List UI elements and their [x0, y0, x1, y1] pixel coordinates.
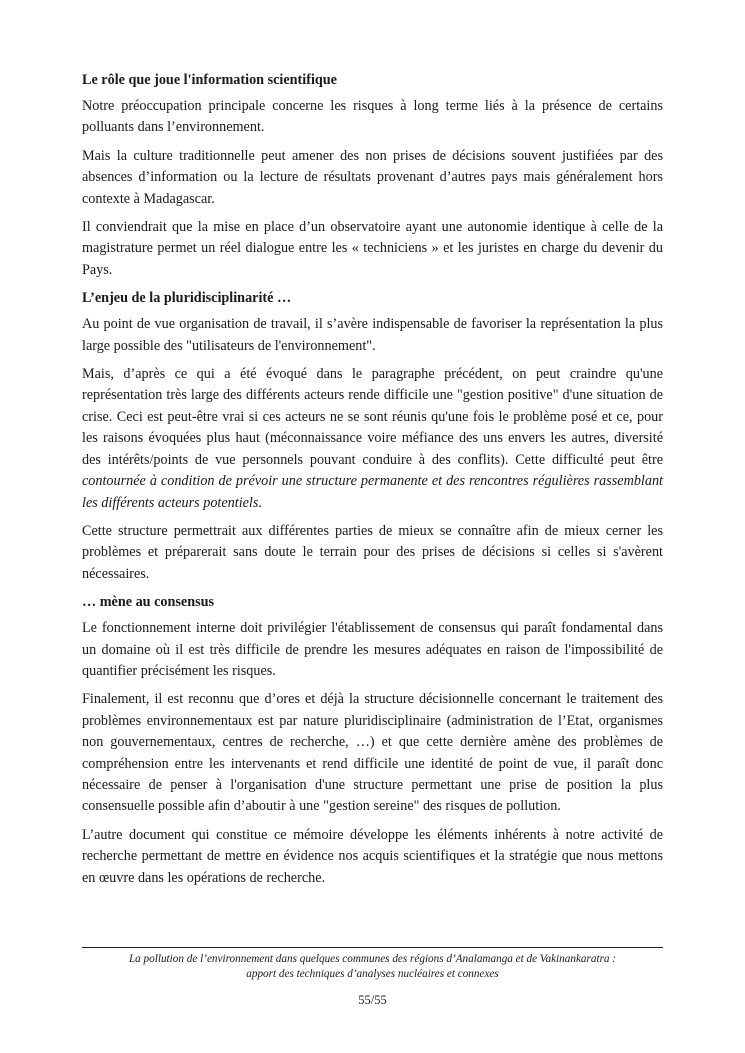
- paragraph: Finalement, il est reconnu que d’ores et déjà la structure décisionnelle concernant le traitement des problèmes environnementaux est par nature pluridisciplinaire (administration de l’Etat, organismes non gouvernementaux, centres de recherche, …) et que cette dernière amène des problèmes de compréhension entre les intervenants et rend difficile une identité de point de vue, il paraît donc nécessaire de penser à l'organisation d'une structure permettant une prise de position la plus consensuelle possible afin d’aboutir à une "gestion sereine" des risques de pollution.: [82, 691, 663, 815]
- paragraph-text: Mais, d’après ce qui a été évoqué dans le paragraphe précédent, on peut craindre qu'une représentation très large des différents acteurs rende difficile une "gestion positive" d'une situation de crise. Ceci est peut-être vrai si ces acteurs ne se sont réunis qu'une fois le problème posé et ce, pour les raisons évoquées plus haut (méconnaissance voire méfiance des uns envers les autres, diversité des intérêts/points de vue personnels pouvant conduire à des conflits). Cette difficulté peut être: [82, 366, 663, 468]
- paragraph-end: .: [258, 494, 262, 511]
- section-heading-enjeu: L’enjeu de la pluridisciplinarité …: [82, 290, 292, 307]
- paragraph: Le fonctionnement interne doit privilégier l'établissement de consensus qui paraît fondamental dans un domaine où il est très difficile de prendre les mesures adéquates en raison de l'impossibilité de quantifier précisément les risques.: [82, 620, 663, 679]
- page-number: 55/55: [358, 993, 387, 1007]
- emphasized-text: contournée à condition de prévoir une structure permanente et des rencontres régulières rassemblant les différents acteurs potentiels: [82, 473, 663, 511]
- paragraph: Cette structure permettrait aux différentes parties de mieux se connaître afin de mieux cerner les problèmes et préparerait sans doute le terrain pour des prises de décisions si celles si s'avèrent nécessaires.: [82, 522, 663, 582]
- paragraph: Notre préoccupation principale concerne les risques à long terme liés à la présence de certains polluants dans l’environnement.: [82, 98, 663, 136]
- paragraph: Au point de vue organisation de travail, il s’avère indispensable de favoriser la représentation la plus large possible des "utilisateurs de l'environnement".: [82, 316, 663, 354]
- paragraph: L’autre document qui constitue ce mémoire développe les éléments inhérents à notre activité de recherche permettant de mettre en évidence nos acquis scientifiques et la stratégie que nous mettons en œuvre dans les opérations de recherche.: [82, 826, 663, 886]
- footer-title-line-1: La pollution de l’environnement dans quelques communes des régions d’Analamanga et de Vakinankaratra :: [128, 953, 617, 965]
- paragraph: Il conviendrait que la mise en place d’un observatoire ayant une autonomie identique à celle de la magistrature permet un réel dialogue entre les « techniciens » et les juristes en charge du devenir du Pays.: [82, 219, 663, 278]
- section-heading-consensus: … mène au consensus: [82, 594, 215, 611]
- page-footer: [82, 947, 663, 981]
- footer-title-line-2: apport des techniques d’analyses nucléaires et connexes: [246, 967, 499, 980]
- document-body: [82, 70, 663, 896]
- section-heading-role: Le rôle que joue l'information scientifique: [82, 72, 337, 88]
- paragraph-with-emphasis: [82, 364, 663, 514]
- paragraph: Mais la culture traditionnelle peut amener des non prises de décisions souvent justifiées par des absences d’information ou la lecture de résultats provenant d’autres pays mais généralement hors contexte à Madagascar.: [82, 147, 663, 207]
